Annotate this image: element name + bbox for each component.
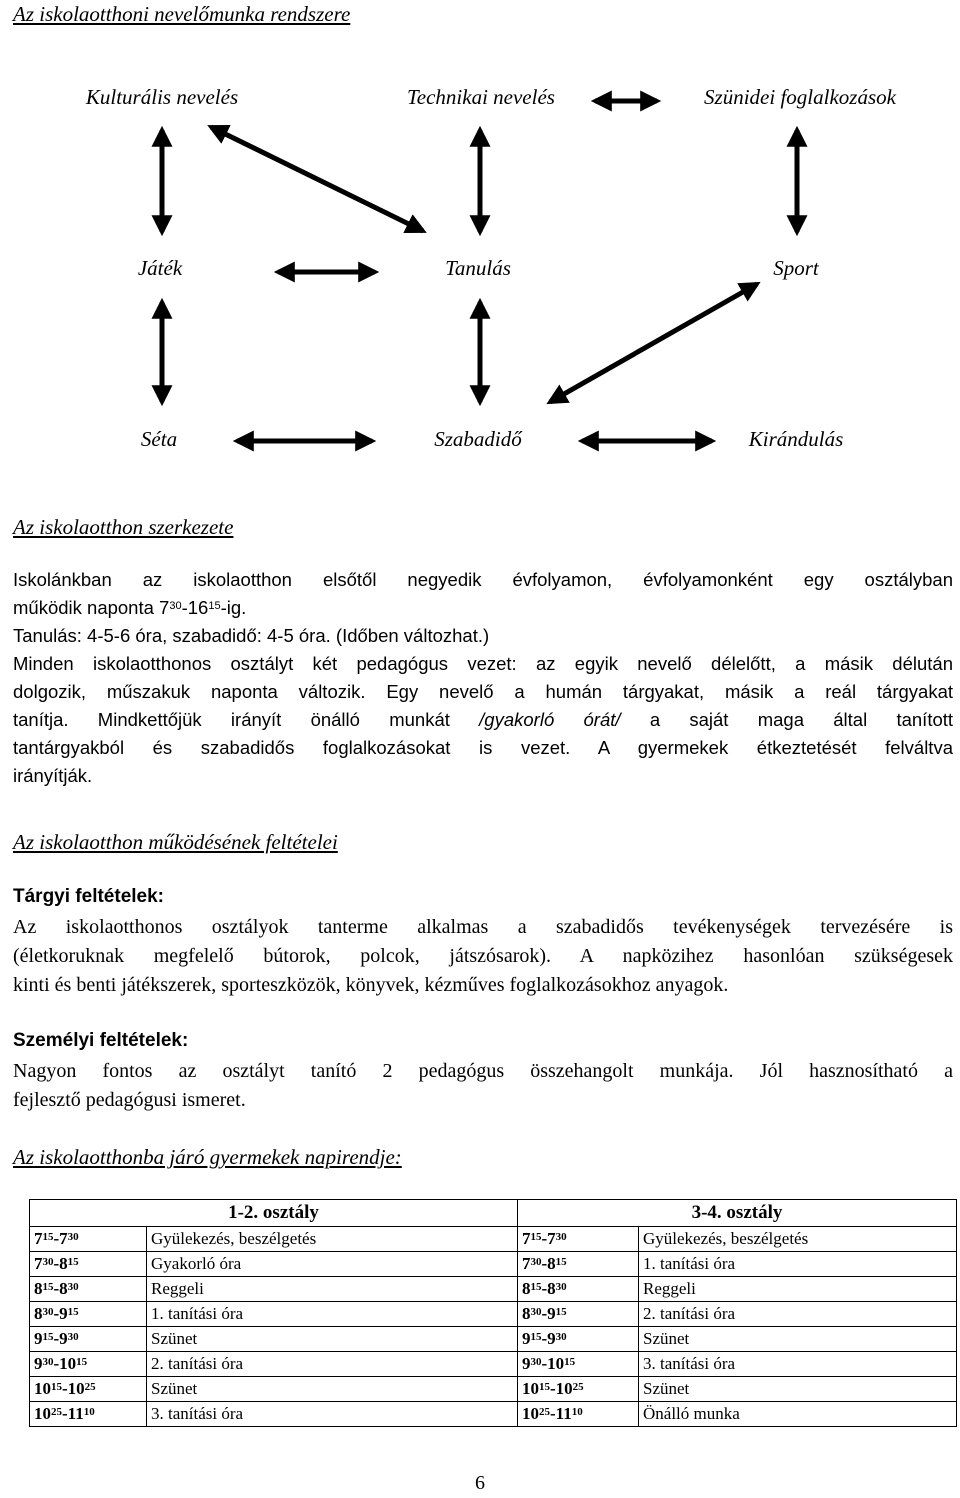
node-tanulas: Tanulás xyxy=(445,256,511,280)
table-row xyxy=(30,1302,957,1327)
activity-cell: Reggeli xyxy=(639,1277,957,1302)
subheading-material: Tárgyi feltételek: xyxy=(13,886,164,907)
table-row xyxy=(30,1377,957,1402)
page-number: 6 xyxy=(475,1472,485,1494)
node-kirandulas: Kirándulás xyxy=(748,427,844,451)
table-row xyxy=(30,1352,957,1377)
text-line: tantárgyakból és szabadidős foglalkozásokat is vezet. A gyermekek étkeztetését felváltva xyxy=(13,737,953,758)
time-cell: $7^{15}-7^{30}$ xyxy=(30,1227,147,1252)
column-group-3-4: 3-4. osztály xyxy=(518,1200,957,1227)
education-system-diagram xyxy=(0,0,960,470)
node-szunidei: Szünidei foglalkozások xyxy=(704,85,896,109)
text-line: tanítja. Mindkettőjük irányít önálló munkát /gyakorló órát/ a saját maga által tanított xyxy=(13,709,954,730)
activity-cell: Szünet xyxy=(147,1377,518,1402)
time-cell: $9^{15}-9^{30}$ xyxy=(30,1327,147,1352)
table-header-row xyxy=(30,1200,957,1227)
table-row xyxy=(30,1252,957,1277)
node-jatek: Játék xyxy=(137,256,183,280)
text-line: dolgozik, műszakuk naponta változik. Egy nevelő a humán tárgyakat, másik a reál tárgyakat xyxy=(13,681,953,702)
time-cell: $7^{30}-8^{15}$ xyxy=(30,1252,147,1277)
time-cell: $9^{15}-9^{30}$ xyxy=(518,1327,639,1352)
schedule-table xyxy=(29,1199,957,1427)
text-line: Minden iskolaotthonos osztályt két pedagógus vezet: az egyik nevelő délelőtt, a másik délután xyxy=(13,653,953,674)
activity-cell: Gyakorló óra xyxy=(147,1252,518,1277)
activity-cell: Szünet xyxy=(639,1377,957,1402)
time-cell: $8^{30}-9^{15}$ xyxy=(30,1302,147,1327)
activity-cell: Reggeli xyxy=(147,1277,518,1302)
activity-cell: Szünet xyxy=(147,1327,518,1352)
text-line: (életkoruknak megfelelő bútorok, polcok, játszósarok). A napközihez hasonlóan szükségesek xyxy=(13,945,953,967)
section-heading-conditions: Az iskolaotthon működésének feltételei xyxy=(13,830,338,854)
activity-cell: Önálló munka xyxy=(639,1402,957,1427)
arrow-kulturalis-tanulas xyxy=(211,127,423,231)
text-line: Az iskolaotthonos osztályok tanterme alkalmas a szabadidős tevékenységek tervezésére is xyxy=(13,916,953,938)
text-line: működik naponta $7^{30}-16^{15}-ig$. xyxy=(13,597,247,618)
time-cell: $10^{25}-11^{10}$ xyxy=(30,1402,147,1427)
time-cell: $8^{30}-9^{15}$ xyxy=(518,1302,639,1327)
time-cell: $7^{30}-8^{15}$ xyxy=(518,1252,639,1277)
activity-cell: 3. tanítási óra xyxy=(147,1402,518,1427)
time-cell: $10^{15}-10^{25}$ xyxy=(518,1377,639,1402)
arrow-sport-szabadido xyxy=(550,284,757,402)
subheading-personal: Személyi feltételek: xyxy=(13,1030,189,1051)
time-cell: $8^{15}-8^{30}$ xyxy=(30,1277,147,1302)
section-heading-schedule: Az iskolaotthonba járó gyermekek napirendje: xyxy=(13,1145,402,1169)
activity-cell: Szünet xyxy=(639,1327,957,1352)
node-seta: Séta xyxy=(140,427,178,451)
structure-paragraph xyxy=(13,566,953,790)
activity-cell: Gyülekezés, beszélgetés xyxy=(147,1227,518,1252)
node-kulturalis: Kulturális nevelés xyxy=(85,85,239,109)
node-szabadido: Szabadidő xyxy=(434,427,522,451)
time-cell: $9^{30}-10^{15}$ xyxy=(518,1352,639,1377)
activity-cell: 1. tanítási óra xyxy=(639,1252,957,1277)
activity-cell: 2. tanítási óra xyxy=(147,1352,518,1377)
text-line: Iskolánkban az iskolaotthon elsőtől negyedik évfolyamon, évfolyamonként egy osztályban xyxy=(13,569,953,590)
page-title: Az iskolaotthoni nevelőmunka rendszere xyxy=(13,2,351,26)
text-line: irányítják. xyxy=(13,765,93,786)
text-line: Tanulás: 4-5-6 óra, szabadidő: 4-5 óra. (Időben változhat.) xyxy=(13,625,490,646)
section-heading-structure: Az iskolaotthon szerkezete xyxy=(13,515,234,539)
table-row xyxy=(30,1277,957,1302)
activity-cell: 2. tanítási óra xyxy=(639,1302,957,1327)
table-row xyxy=(30,1327,957,1352)
table-row xyxy=(30,1402,957,1427)
time-cell: $10^{25}-11^{10}$ xyxy=(518,1402,639,1427)
time-cell: $10^{15}-10^{25}$ xyxy=(30,1377,147,1402)
node-sport: Sport xyxy=(773,256,819,280)
column-group-1-2: 1-2. osztály xyxy=(30,1200,518,1227)
material-paragraph xyxy=(13,913,953,1000)
text-line: fejlesztő pedagógusi ismeret. xyxy=(13,1089,246,1111)
text-line: Nagyon fontos az osztályt tanító 2 pedagógus összehangolt munkája. Jól hasznosítható a xyxy=(13,1060,953,1082)
activity-cell: 1. tanítási óra xyxy=(147,1302,518,1327)
time-cell: $9^{30}-10^{15}$ xyxy=(30,1352,147,1377)
activity-cell: 3. tanítási óra xyxy=(639,1352,957,1377)
time-cell: $8^{15}-8^{30}$ xyxy=(518,1277,639,1302)
personal-paragraph xyxy=(13,1057,953,1115)
activity-cell: Gyülekezés, beszélgetés xyxy=(639,1227,957,1252)
text-line: kinti és benti játékszerek, sporteszközök, könyvek, kézműves foglalkozásokhoz anyagok. xyxy=(13,974,729,996)
table-row xyxy=(30,1227,957,1252)
time-cell: $7^{15}-7^{30}$ xyxy=(518,1227,639,1252)
node-technikai: Technikai nevelés xyxy=(407,85,555,109)
